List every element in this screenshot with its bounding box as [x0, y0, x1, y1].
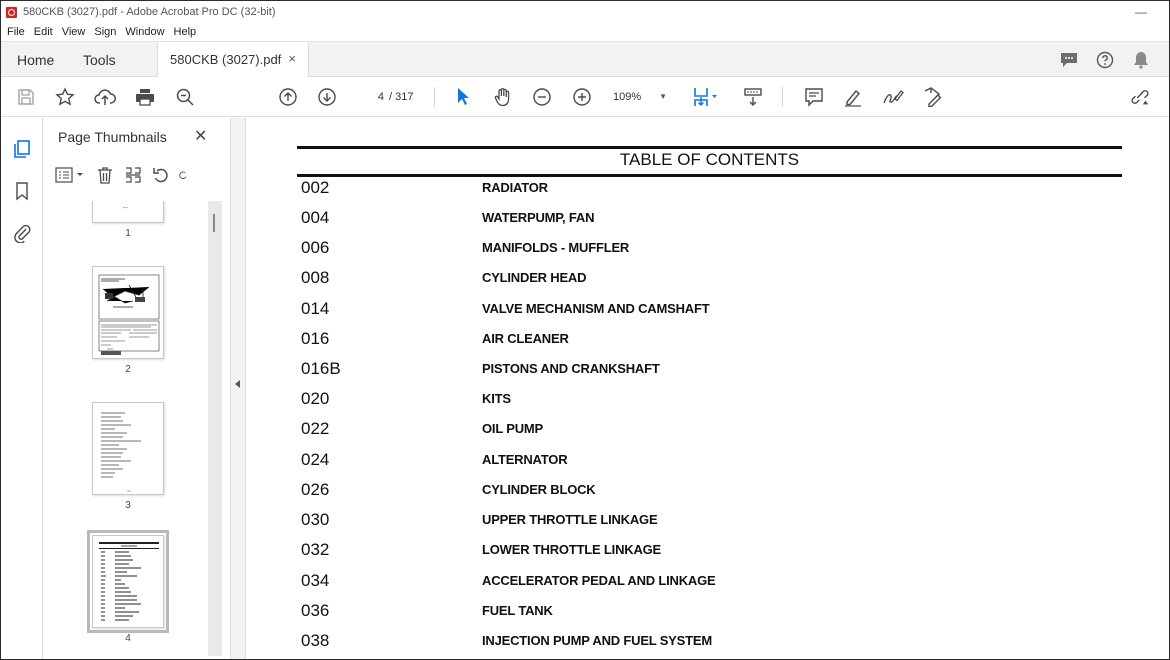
toc-entry	[301, 601, 1101, 631]
toc-code: 006	[301, 238, 330, 257]
help-icon[interactable]	[1095, 50, 1115, 70]
rotate-clockwise-icon[interactable]	[178, 164, 188, 186]
menu-help[interactable]: Help	[173, 26, 197, 38]
toc-label: AIR CLEANER	[482, 331, 569, 346]
toc-code: 002	[301, 178, 330, 197]
tab-bar	[1, 41, 1169, 77]
toc-code: 030	[301, 510, 330, 529]
toc-label: ALTERNATOR	[482, 452, 568, 467]
menu-sign[interactable]: Sign	[94, 26, 117, 38]
collapse-arrow-icon	[235, 380, 240, 388]
toc-entry	[301, 540, 1101, 570]
share-link-icon[interactable]	[1129, 86, 1151, 108]
toc-top-rule	[297, 146, 1122, 149]
toc-label: PISTONS AND CRANKSHAFT	[482, 361, 660, 376]
toc-label: CYLINDER BLOCK	[482, 482, 596, 497]
toc-label: OIL PUMP	[482, 421, 544, 436]
zoom-search-icon[interactable]	[174, 86, 196, 108]
toolbar-divider	[434, 87, 435, 107]
toc-entry	[301, 631, 1101, 660]
toc-code: 016B	[301, 359, 341, 378]
rotate-counterclockwise-icon[interactable]	[150, 164, 172, 186]
navigation-rail	[1, 118, 43, 660]
next-page-icon[interactable]	[316, 86, 338, 108]
upload-cloud-icon[interactable]	[94, 86, 116, 108]
menu-view[interactable]: View	[61, 26, 86, 38]
bookmark-star-icon[interactable]	[54, 86, 76, 108]
toolbar-divider	[782, 87, 783, 107]
toc-code: 020	[301, 389, 330, 408]
page-number-input[interactable]: 4	[377, 91, 384, 103]
toc-entry	[301, 359, 1101, 389]
toc-entry	[301, 510, 1101, 540]
notification-bell-icon[interactable]	[1131, 50, 1151, 70]
thumbnail-page-2[interactable]	[92, 266, 164, 375]
scrollbar-thumb[interactable]	[213, 214, 215, 232]
toc-label: CYLINDER HEAD	[482, 270, 587, 285]
main-toolbar	[1, 77, 1169, 117]
page-total: / 317	[389, 91, 414, 103]
thumbnail-image	[92, 402, 164, 495]
previous-page-icon[interactable]	[277, 86, 299, 108]
toc-label: LOWER THROTTLE LINKAGE	[482, 542, 662, 557]
tab-document-label: 580CKB (3027).pdf	[170, 52, 282, 67]
top-right-icons	[1059, 50, 1151, 70]
menu-file[interactable]: File	[7, 26, 25, 38]
panel-title: Page Thumbnails	[58, 129, 167, 145]
collapse-panel-handle[interactable]	[230, 118, 246, 660]
thumbnail-page-4[interactable]	[92, 535, 164, 644]
highlight-pen-icon[interactable]	[842, 86, 864, 108]
document-view[interactable]	[247, 118, 1169, 660]
toc-entry	[301, 389, 1101, 419]
chevron-down-icon: ▼	[659, 92, 667, 101]
menu-edit[interactable]: Edit	[33, 26, 53, 38]
thumbnail-header-text: --	[123, 205, 128, 212]
thumbnail-image	[92, 535, 164, 628]
toc-label: UPPER THROTTLE LINKAGE	[482, 512, 658, 527]
toc-entry	[301, 329, 1101, 359]
thumbnail-options-icon[interactable]	[54, 164, 88, 186]
select-cursor-icon[interactable]	[452, 86, 474, 108]
menu-bar	[1, 23, 1169, 41]
insert-page-icon[interactable]	[122, 164, 144, 186]
delete-page-icon[interactable]	[94, 164, 116, 186]
toc-code: 004	[301, 208, 330, 227]
toc-code: 024	[301, 450, 330, 469]
toc-entry	[301, 178, 1101, 208]
toc-entry	[301, 571, 1101, 601]
toc-code: 022	[301, 419, 330, 438]
zoom-level-value: 109%	[613, 91, 642, 103]
zoom-level-dropdown[interactable]	[613, 87, 675, 107]
fill-sign-icon[interactable]	[922, 86, 944, 108]
thumbnail-page-number: 2	[125, 364, 131, 375]
title-bar	[1, 1, 1169, 23]
fit-page-icon[interactable]	[691, 86, 721, 108]
toc-title: TABLE OF CONTENTS	[619, 150, 800, 169]
toc-entry	[301, 208, 1101, 238]
toc-entry	[301, 238, 1101, 268]
thumbnails-scrollbar[interactable]	[208, 201, 222, 656]
toc-code: 026	[301, 480, 330, 499]
toc-label: FUEL TANK	[482, 603, 553, 618]
toc-code: 032	[301, 540, 330, 559]
comment-icon[interactable]	[803, 86, 825, 108]
thumbnail-page-number: 4	[125, 633, 131, 644]
tab-tools[interactable]: Tools	[83, 52, 116, 68]
bookmarks-icon[interactable]	[11, 180, 33, 202]
thumbnail-image	[92, 266, 164, 359]
thumbnail-page-3[interactable]	[92, 402, 164, 511]
tab-home[interactable]: Home	[17, 52, 55, 68]
thumbnail-tools	[54, 164, 188, 186]
toc-label: VALVE MECHANISM AND CAMSHAFT	[482, 301, 710, 316]
menu-window[interactable]: Window	[125, 26, 165, 38]
toc-code: 036	[301, 601, 330, 620]
print-icon[interactable]	[134, 86, 156, 108]
toc-label: ACCELERATOR PEDAL AND LINKAGE	[482, 573, 716, 588]
thumbnail-page-number: 1	[125, 228, 131, 239]
toc-bottom-rule	[297, 174, 1122, 177]
minimize-button[interactable]: —	[1135, 5, 1147, 19]
toc-entry	[301, 450, 1101, 480]
toc-entry	[301, 268, 1101, 298]
scroll-mode-icon[interactable]	[742, 86, 764, 108]
window-title: 580CKB (3027).pdf - Adobe Acrobat Pro DC (32-bit)	[23, 6, 276, 18]
thumbnail-page-1[interactable]	[92, 201, 164, 239]
toc-entry	[301, 299, 1101, 329]
toc-entry	[301, 419, 1101, 449]
toc-label: RADIATOR	[482, 180, 548, 195]
tab-document[interactable]	[157, 42, 309, 77]
sign-draw-icon[interactable]	[882, 86, 904, 108]
page-thumbnails-icon[interactable]	[11, 138, 33, 160]
toc-code: 014	[301, 299, 330, 318]
toc-label: INJECTION PUMP AND FUEL SYSTEM	[482, 633, 712, 648]
toc-code: 016	[301, 329, 330, 348]
close-tab-button[interactable]: ×	[288, 51, 296, 66]
toc-label: MANIFOLDS - MUFFLER	[482, 240, 630, 255]
thumbnail-page-number: 3	[125, 500, 131, 511]
acrobat-app-icon	[6, 7, 17, 18]
thumbnail-image	[92, 201, 164, 223]
page-thumbnails-panel	[44, 118, 230, 660]
toc-code: 034	[301, 571, 330, 590]
thumbnails-list	[44, 201, 230, 660]
save-icon[interactable]	[15, 86, 37, 108]
toc-label: WATERPUMP, FAN	[482, 210, 595, 225]
zoom-out-icon[interactable]	[531, 86, 553, 108]
hand-tool-icon[interactable]	[492, 86, 514, 108]
toc-code: 008	[301, 268, 330, 287]
toc-label: KITS	[482, 391, 511, 406]
toc-entry	[301, 480, 1101, 510]
close-panel-button[interactable]: ✕	[194, 128, 208, 145]
comment-bubble-icon[interactable]	[1059, 50, 1079, 70]
attachments-paperclip-icon[interactable]	[11, 222, 33, 244]
zoom-in-icon[interactable]	[571, 86, 593, 108]
toc-code: 038	[301, 631, 330, 650]
